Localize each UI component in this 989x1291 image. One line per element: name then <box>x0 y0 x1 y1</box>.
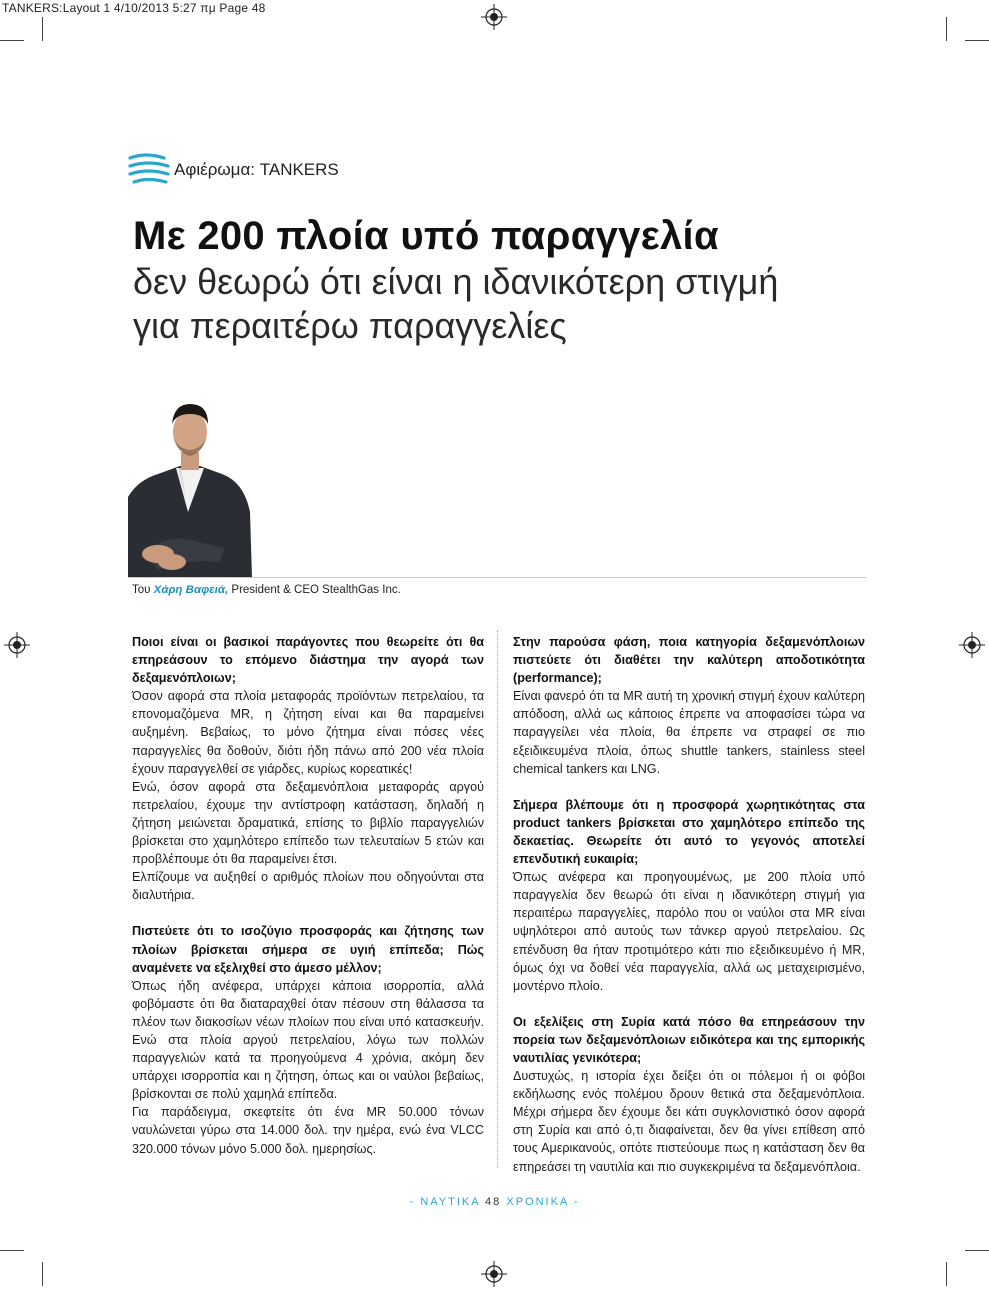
answer-paragraph: Είναι φανερό ότι τα MR αυτή τη χρονική στιγμή έχουν καλύτερη απόδοση, αλλά ως κάποιος έπρεπε να αποφασίσει τώρα να παραγγείλει νέα πλοία, θα έπρεπε να στραφεί σε πιο εξειδικευμένα πλοία, όπως shuttle tankers, stainless steel chemical tankers και LNG. <box>513 689 865 776</box>
author-name: Χάρη Βαφειά, <box>153 584 229 596</box>
page-number: 48 <box>485 1196 502 1208</box>
byline <box>132 584 401 596</box>
footer-right: ΧΡΟΝΙΚΑ - <box>501 1196 580 1208</box>
headline-line-2: δεν θεωρώ ότι είναι η ιδανικότερη στιγμή <box>133 261 779 302</box>
answer-paragraph: Ελπίζουμε να αυξηθεί ο αριθμός πλοίων που οδηγούνται στα διαλυτήρια. <box>132 870 484 903</box>
article-column-left <box>132 633 484 1158</box>
answer-paragraph: Για παράδειγμα, σκεφτείτε ότι ένα MR 50.000 τόνων ναυλώνεται γύρω στα 14.000 δολ. την ημέρα, ενώ ένα VLCC 320.000 τόνων μόνο 5.000 δολ. ημερησίως. <box>132 1105 484 1156</box>
byline-rule <box>128 577 866 578</box>
crop-mark <box>0 40 24 41</box>
registration-mark-icon <box>481 4 507 30</box>
headline-bold: Με 200 πλοία υπό παραγγελία <box>133 214 719 258</box>
waves-icon <box>128 150 172 194</box>
page-footer <box>0 1196 989 1208</box>
article-column-right <box>513 633 865 1176</box>
paragraph-gap <box>132 904 484 922</box>
answer-paragraph: Δυστυχώς, η ιστορία έχει δείξει ότι οι πόλεμοι ή οι φόβοι εκδήλωσης ενός πολέμου δρουν θετικά στα δεξαμενόπλοια. Μέχρι σήμερα δεν έχουμε δει κάτι συγκλονιστικό όσον αφορά στη Συρία και από ό,τι διαφαίνεται, δεν θα γίνει επίθεση από τους Αμερικανούς, οπότε πιστεύουμε πως η κατάσταση δεν θα επηρεάσει τη ναυτιλία και πιο συγκεκριμένα τα δεξαμενόπλοια. <box>513 1069 865 1174</box>
paragraph-gap <box>513 995 865 1013</box>
author-portrait <box>128 402 252 578</box>
question: Ποιοι είναι οι βασικοί παράγοντες που θεωρείτε ότι θα επηρεάσουν το επόμενο διάστημα την αγορά των δεξαμενόπλοιων; <box>132 635 484 686</box>
answer-paragraph: Όσον αφορά στα πλοία μεταφοράς προϊόντων πετρελαίου, τα επονομαζόμενα MR, η ζήτηση είναι και θα παραμείνει αυξημένη. Βεβαίως, το μόνο ζήτημα είναι πόσες νέες παραγγελίες θα δοθούν, διότι ήδη πάνω από 200 νέα πλοία έχουν παραγγελθεί σε γιάρδες, κυρίως κορεατικές! <box>132 689 484 776</box>
crop-mark <box>0 1250 24 1251</box>
crop-mark <box>946 17 947 41</box>
section-label: Αφιέρωμα: TANKERS <box>174 160 339 179</box>
column-divider <box>497 630 498 1168</box>
answer-paragraph: Ενώ, όσον αφορά στα δεξαμενόπλοια μεταφοράς αργού πετρελαίου, έχουμε την αντίστροφη κατάσταση, δηλαδή η ζήτηση μειώνεται δραματικά, επίσης το βιβλίο παραγγελιών βρίσκεται στο χαμηλότερο επίπεδο των τελευταίων 5 ετών και προβλέπουμε ότι θα παραμείνει έτσι. <box>132 779 484 867</box>
registration-mark-icon <box>959 632 985 658</box>
section-tag <box>128 150 339 194</box>
crop-mark <box>965 40 989 41</box>
headline <box>133 212 893 348</box>
footer-left: - ΝΑΥΤΙΚΑ <box>409 1196 486 1208</box>
question: Οι εξελίξεις στη Συρία κατά πόσο θα επηρεάσουν την πορεία των δεξαμενόπλοιων ειδικότερα και της εμπορικής ναυτιλίας γενικότερα; <box>513 1014 865 1065</box>
byline-prefix: Του <box>132 584 154 596</box>
registration-mark-icon <box>4 632 30 658</box>
author-title: President & CEO StealthGas Inc. <box>228 584 401 596</box>
question: Πιστεύετε ότι το ισοζύγιο προσφοράς και ζήτησης των πλοίων βρίσκεται σήμερα σε υγιή επίπεδα; Πώς αναμένετε να εξελιχθεί στο άμεσο μέλλον; <box>132 924 484 975</box>
crop-mark <box>965 1250 989 1251</box>
answer-paragraph: Όπως ήδη ανέφερα, υπάρχει κάποια ισορροπία, αλλά φοβόμαστε ότι θα διαταραχθεί όταν πέσουν στη θάλασσα τα πλέον των διακοσίων νέων πλοίων που είναι υπό κατασκευήν. Ενώ στα πλοία αργού πετρελαίου, λόγω των πολλών παραγγελιών κατά τα προηγούμενα 4 χρόνια, ακόμη δεν υπάρχει ισορροπία και η ζήτηση, όπως και οι ναύλοι βεβαίως, βρίσκονται σε πολύ χαμηλά επίπεδα. <box>132 978 484 1102</box>
crop-mark <box>946 1262 947 1286</box>
paragraph-gap <box>513 778 865 796</box>
print-slug: TANKERS:Layout 1 4/10/2013 5:27 πμ Page 48 <box>2 1 266 15</box>
registration-mark-icon <box>481 1261 507 1287</box>
crop-mark <box>42 1262 43 1286</box>
question: Σήμερα βλέπουμε ότι η προσφορά χωρητικότητας στα product tankers βρίσκεται στο χαμηλότερο επίπεδο της δεκαετίας. Θεωρείτε ότι αυτό το γεγονός αποτελεί επενδυτική ευκαιρία; <box>513 797 865 867</box>
question: Στην παρούσα φάση, ποια κατηγορία δεξαμενόπλοιων πιστεύετε ότι διαθέτει την καλύτερη αποδοτικότητα (performance); <box>513 635 865 686</box>
crop-mark <box>42 17 43 41</box>
headline-line-3: για περαιτέρω παραγγελίες <box>133 305 567 346</box>
answer-paragraph: Όπως ανέφερα και προηγουμένως, με 200 πλοία υπό παραγγελία δεν θεωρώ ότι είναι η ιδανικότερη στιγμή για περαιτέρω παραγγελίες, παρόλο που οι ναύλοι στα MR είναι υψηλότεροι από αυτούς των τάνκερ αργού πετρελαίου. Ως επένδυση θα ήταν προτιμότερο κάτι πιο εξειδικευμένο ή MR, όμως όχι να δοθεί νέα παραγγελία, αλλά ως μεταχειρισμένο, μοντέρνο πλοίο. <box>513 870 865 993</box>
